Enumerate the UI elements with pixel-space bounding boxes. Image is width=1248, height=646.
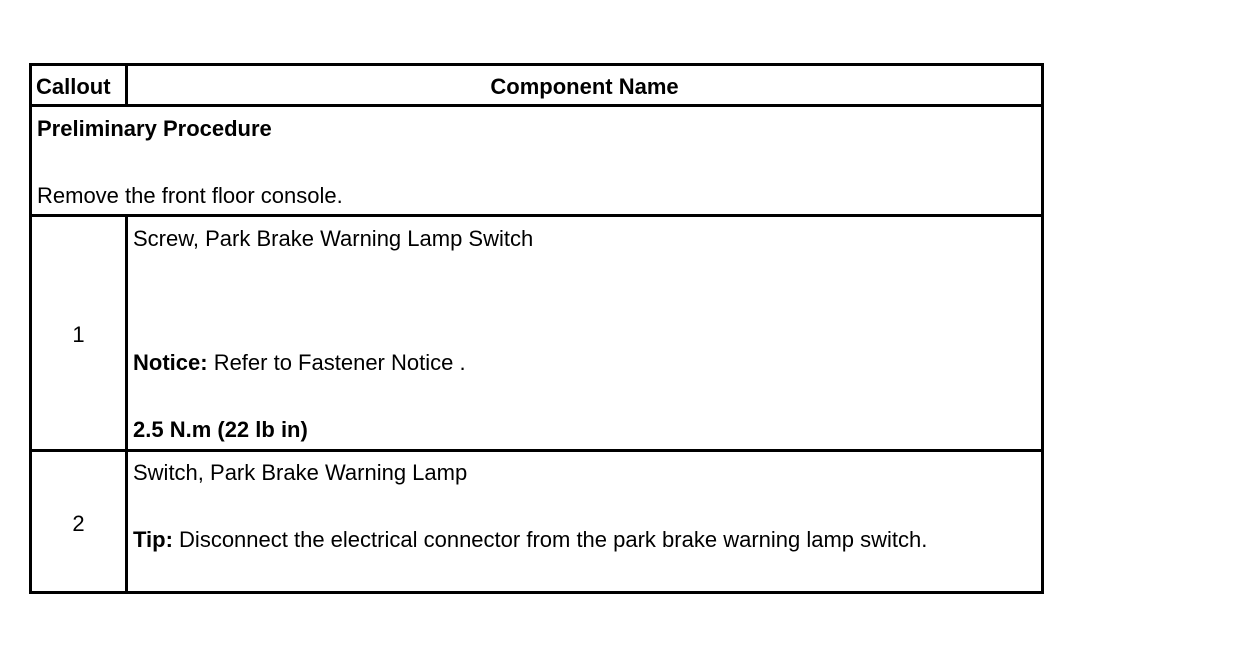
component-name: Switch, Park Brake Warning Lamp [133, 460, 468, 485]
callout-cell [32, 452, 128, 591]
table-row [32, 452, 1041, 591]
component-name-cell [128, 217, 1041, 449]
preliminary-procedure-title: Preliminary Procedure [37, 116, 272, 141]
component-name-header: Component Name [490, 74, 679, 99]
callout-cell [32, 217, 128, 449]
tip-line [133, 528, 927, 552]
component-name-header-cell [128, 66, 1041, 104]
callout-header-cell [32, 66, 128, 104]
notice-text: Refer to Fastener Notice . [213, 350, 466, 375]
component-table [29, 63, 1044, 594]
notice-label: Notice: [133, 350, 208, 375]
component-name: Screw, Park Brake Warning Lamp Switch [133, 226, 534, 251]
callout-number: 2 [72, 511, 85, 536]
tip-text: Disconnect the electrical connector from the park brake warning lamp switch. [179, 527, 928, 552]
table-row [32, 217, 1041, 452]
tip-label: Tip: [133, 527, 173, 552]
notice-line [133, 351, 466, 375]
callout-header: Callout [36, 74, 111, 99]
table-header-row [32, 66, 1041, 107]
preliminary-procedure-text: Remove the front floor console. [37, 183, 343, 208]
preliminary-procedure-row [32, 107, 1041, 217]
torque-spec: 2.5 N.m (22 lb in) [133, 417, 308, 442]
callout-number: 1 [72, 322, 85, 347]
component-name-cell [128, 452, 1041, 591]
